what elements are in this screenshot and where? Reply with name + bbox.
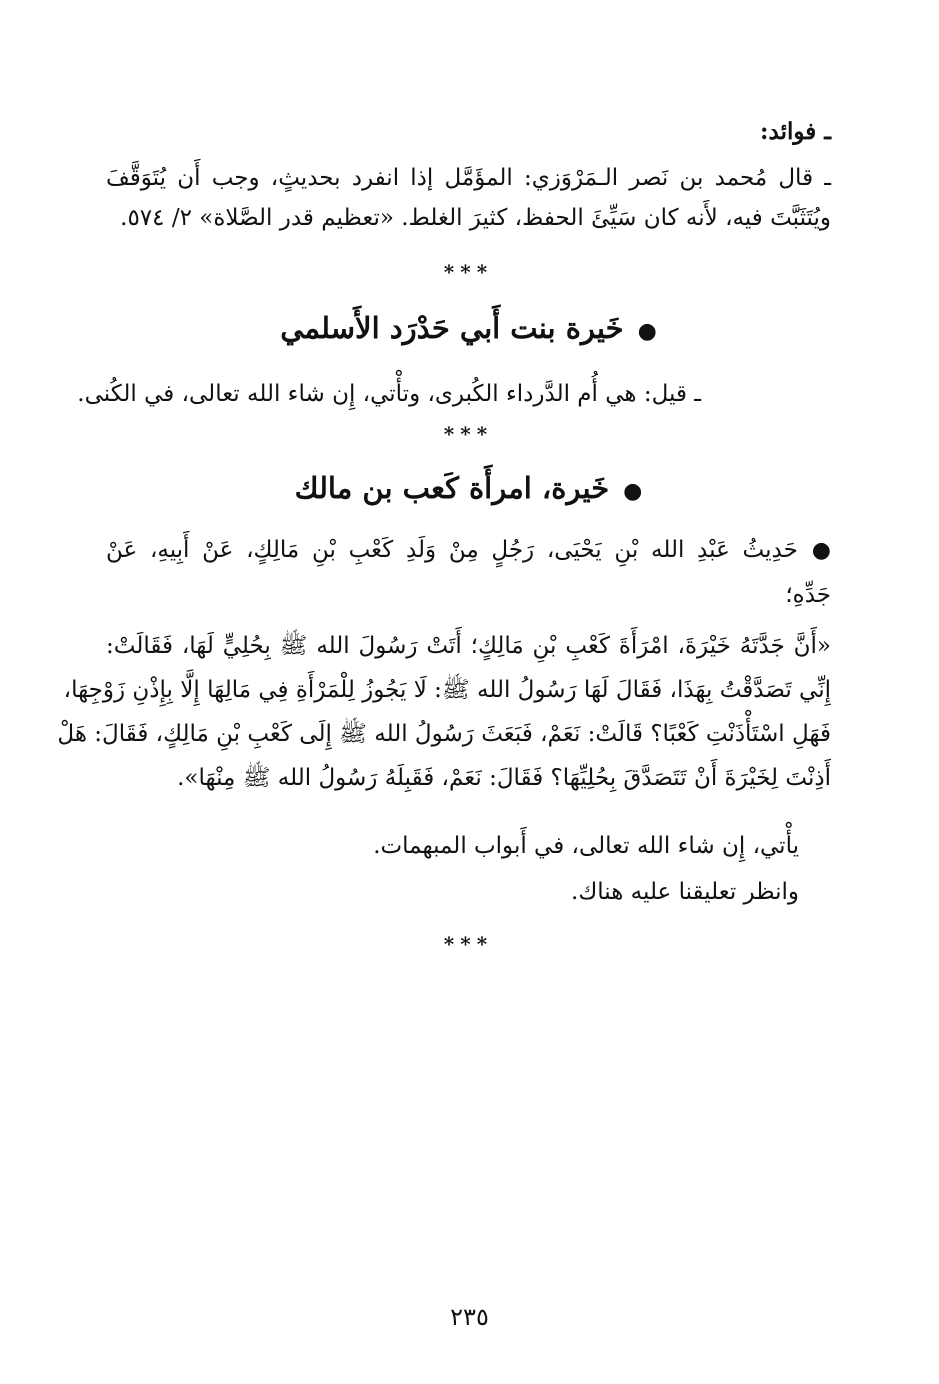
- section-separator: ***: [443, 932, 494, 956]
- entry-text-line: ـ قيل: هي أُم الدَّرداء الكُبرى، وتأْتي، إِن شاء الله تعالى، في الكُنى.: [77, 381, 701, 407]
- entry-text: [77, 374, 831, 414]
- isnad-text: حَدِيثُ عَبْدِ الله بْنِ يَحْيَى، رَجُلٍ مِنْ وَلَدِ كَعْبِ بْنِ مَالِكٍ، عَنْ أَبِيهِ، عَنْ: [106, 537, 798, 563]
- bullet-icon: ●: [623, 478, 643, 504]
- entry-notes: [106, 826, 831, 912]
- entry-note: وانظر تعليقنا عليه هناك.: [571, 879, 799, 905]
- isnad-line: [106, 528, 831, 573]
- page-number: ٢٣٥: [450, 1303, 489, 1331]
- bullet-icon: ●: [637, 318, 657, 344]
- isnad-line: جَدِّهِ؛: [785, 582, 831, 608]
- section-separator: ***: [443, 260, 494, 284]
- fawaid-heading: ـ فوائد:: [760, 118, 831, 145]
- entry-title-text: خَيرة، امرأَة كَعب بن مالك: [294, 471, 610, 505]
- isnad: [106, 528, 831, 617]
- hadith-line: «أَنَّ جَدَّتَهُ خَيْرَةَ، امْرَأَةَ كَعْبِ بْنِ مَالِكٍ؛ أَتَتْ رَسُولَ الله ﷺ بِحُلِيٍّ لَهَا، فَقَالَتْ:: [106, 633, 831, 659]
- entry-title: [106, 306, 831, 353]
- entry-note: يأْتي، إِن شاء الله تعالى، في أَبواب المبهمات.: [373, 833, 799, 859]
- entry-title: [106, 466, 831, 513]
- hadith-matn: [57, 624, 831, 800]
- note-line: ـ قال مُحمد بن نَصر الـمَرْوَزي: المؤَمَّل إذا انفرد بحديثٍ، وجب أَن يُتَوَقَّفَ: [106, 165, 831, 191]
- hadith-line: أَذِنْتَ لِخَيْرَةَ أَنْ تَتَصَدَّقَ بِحُلِيِّهَا؟ فَقَالَ: نَعَمْ، فَقَبِلَهُ رَسُولُ الله ﷺ مِنْهَا».: [177, 765, 831, 791]
- hadith-line: فَهَلِ اسْتَأْذَنْتِ كَعْبًا؟ قَالَتْ: نَعَمْ، فَبَعَثَ رَسُولُ الله ﷺ إِلَى كَعْبِ بْنِ مَالِكٍ، فَقَالَ: هَلْ: [57, 721, 831, 747]
- hadith-line: إِنِّي تَصَدَّقْتُ بِهَذَا، فَقَالَ لَهَا رَسُولُ الله ﷺ: لَا يَجُوزُ لِلْمَرْأَةِ فِي مَالِهَا إِلَّا بِإِذْنِ زَوْجِهَا،: [63, 677, 831, 703]
- bullet-icon: ●: [811, 538, 831, 563]
- section-separator: ***: [443, 422, 494, 446]
- note-line: ويُتَثَبَّتَ فيه، لأَنه كان سَيِّئَ الحفظ، كثيرَ الغلط. «تعظيم قدر الصَّلاة» ٢/ ٥٧٤.: [120, 205, 831, 231]
- entry-title-text: خَيرة بنت أَبي حَدْرَد الأَسلمي: [280, 311, 624, 345]
- fawaid-note: [106, 158, 831, 238]
